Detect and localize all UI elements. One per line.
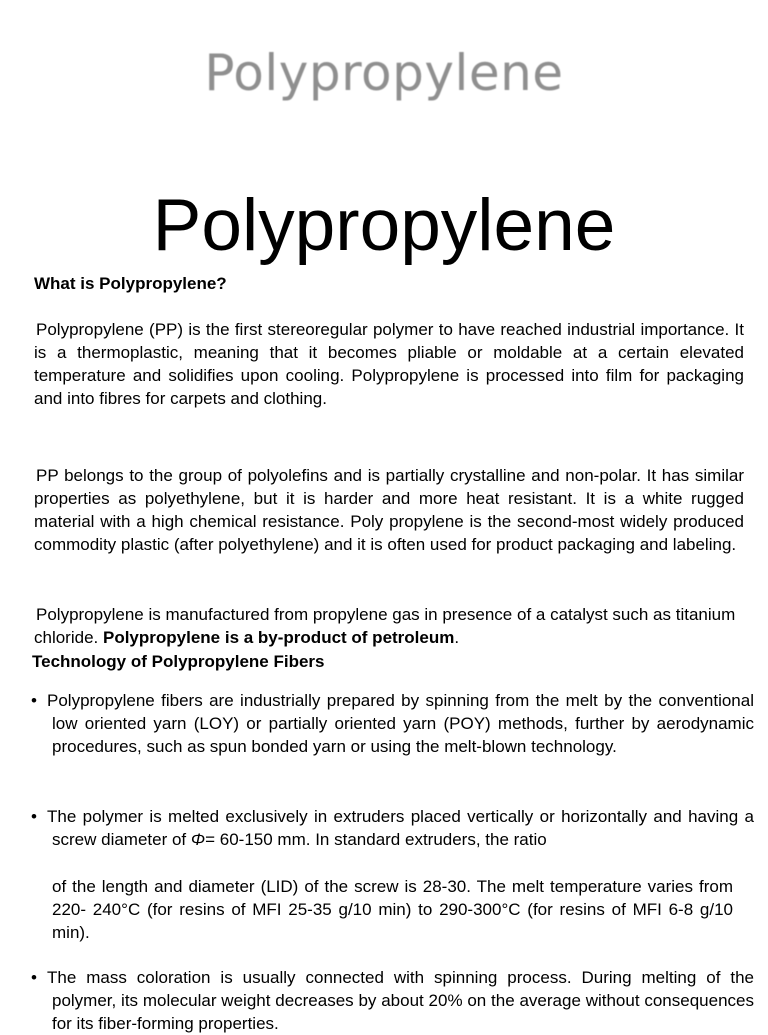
manufacture-text: Polypropylene is manufactured from propylene gas in presence of a catalyst such as titanium chloride.: [34, 605, 736, 647]
bullet-text: The mass coloration is usually connected with spinning process. During melting of the polymer, its molecular weight decreases by about 20% on the average without consequences for its fiber-forming properties.: [47, 968, 754, 1033]
bullet-item-extruders: [31, 805, 754, 851]
bullet-text: Polypropylene fibers are industrially prepared by spinning from the melt by the conventional low oriented yarn (LOY) or partially oriented yarn (POY) methods, further by aerodynamic procedures, such as spun bonded yarn or using the melt-blown technology.: [47, 691, 754, 756]
bullet-dot-icon: •: [31, 807, 37, 826]
manufacture-end: .: [454, 628, 460, 647]
document-header: Polypropylene: [204, 44, 564, 102]
phi-symbol: Φ: [190, 830, 206, 849]
bullet-dot-icon: •: [31, 968, 37, 987]
section-heading-technology: Technology of Polypropylene Fibers: [32, 652, 325, 671]
bullet-item-spinning: [31, 689, 754, 758]
bullet-text-end: = 60-150 mm. In standard extruders, the ratio: [205, 830, 547, 849]
paragraph-properties: PP belongs to the group of polyolefins and is partially crystalline and non-polar. It has similar properties as polyethylene, but it is harder and more heat resistant. It is a white rugged material with a high chemical resistance. Poly propylene is the second-most widely produced commodity plastic (after polyethylene) and it is often used for product packaging and labeling.: [34, 466, 744, 554]
paragraph-intro: Polypropylene (PP) is the first stereoregular polymer to have reached industrial importance. It is a thermoplastic, meaning that it becomes pliable or moldable at a certain elevated temperature and solidifies upon cooling. Polypropylene is processed into film for packaging and into fibres for carpets and clothing.: [34, 320, 744, 408]
section-heading-what-is: What is Polypropylene?: [34, 274, 227, 293]
paragraph-manufacture: [34, 603, 744, 649]
bullet-continuation-temperature: of the length and diameter (LID) of the screw is 28-30. The melt temperature varies from 220- 240°C (for resins of MFI 25-35 g/10 min) to 290-300°C (for resins of MFI 6-8 g/10 min).: [52, 877, 733, 942]
manufacture-bold-text: Polypropylene is a by-product of petroleum: [102, 628, 455, 647]
bullet-dot-icon: •: [31, 691, 37, 710]
bullet-item-coloration: [31, 966, 754, 1035]
document-title: Polypropylene: [152, 185, 616, 266]
bullet-text-start: The polymer is melted exclusively in extruders placed vertically or horizontally and having a screw diameter of: [47, 807, 754, 849]
